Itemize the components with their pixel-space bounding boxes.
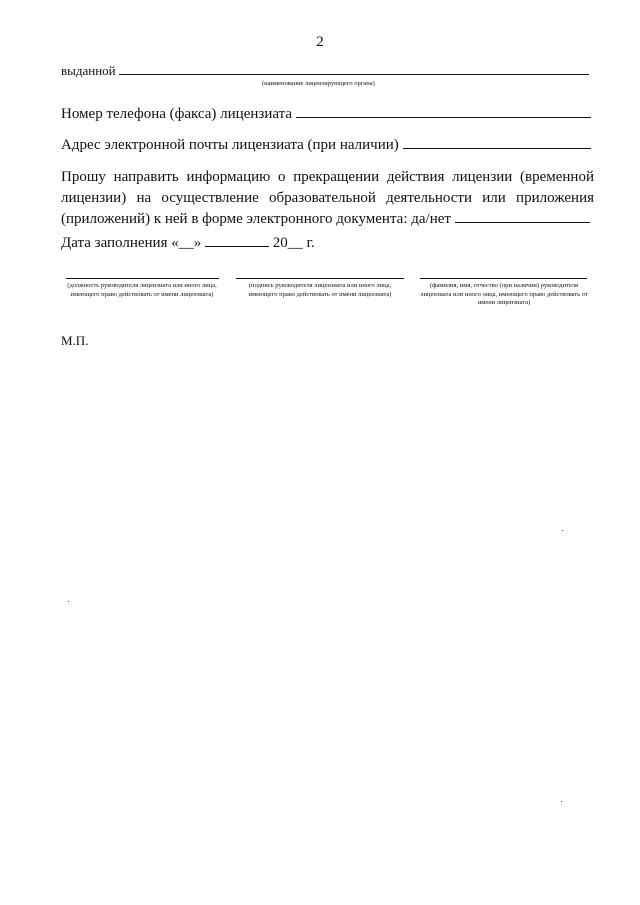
scan-speck [561,801,562,802]
date-row [61,235,315,252]
request-text: Прошу направить информацию о прекращении действия лицензии (временной лицензии) на осуществление образовательной деятельности или приложения (приложений) к ней в форме электронного документа: да/нет [61,169,594,227]
date-year-prefix: 20 [272,235,288,251]
request-paragraph [61,167,594,230]
position-caption: (должность руководителя лицензиата или иного лица, имеющего право действовать от имени лицензиата) [67,282,217,298]
email-label: Адрес электронной почты лицензиата (при наличии) [61,137,399,153]
email-field[interactable] [403,137,591,149]
name-line[interactable] [420,278,587,279]
scan-speck [68,601,69,602]
issued-by-row [61,63,589,79]
page-number: 2 [316,34,324,50]
issued-by-caption: (наименование лицензирующего органа) [262,80,375,87]
phone-label: Номер телефона (факса) лицензиата [61,106,293,122]
date-year-field[interactable]: __ [287,235,303,251]
name-caption: (фамилия, имя, отчество (при наличии) руководителя лицензиата или иного лица, имеющего право действовать от имени лицензиата) [420,282,588,306]
phone-field[interactable] [296,106,591,118]
date-label: Дата заполнения « [61,235,179,251]
date-close-quote: » [193,235,202,251]
email-row [61,137,591,154]
date-month-field[interactable] [205,235,269,247]
scan-speck [562,530,563,531]
issued-by-field[interactable] [119,63,589,75]
request-answer-field[interactable] [455,211,590,223]
signature-line[interactable] [236,278,404,279]
date-day-field[interactable]: __ [178,235,194,251]
phone-row [61,106,591,123]
position-line[interactable] [66,278,219,279]
signature-caption: (подпись руководителя лицензиата или иного лица, имеющего право действовать от имени лицензиата) [248,282,392,298]
stamp-label: М.П. [61,333,89,348]
issued-by-label: выданной [61,63,116,78]
date-suffix: г. [306,235,315,251]
